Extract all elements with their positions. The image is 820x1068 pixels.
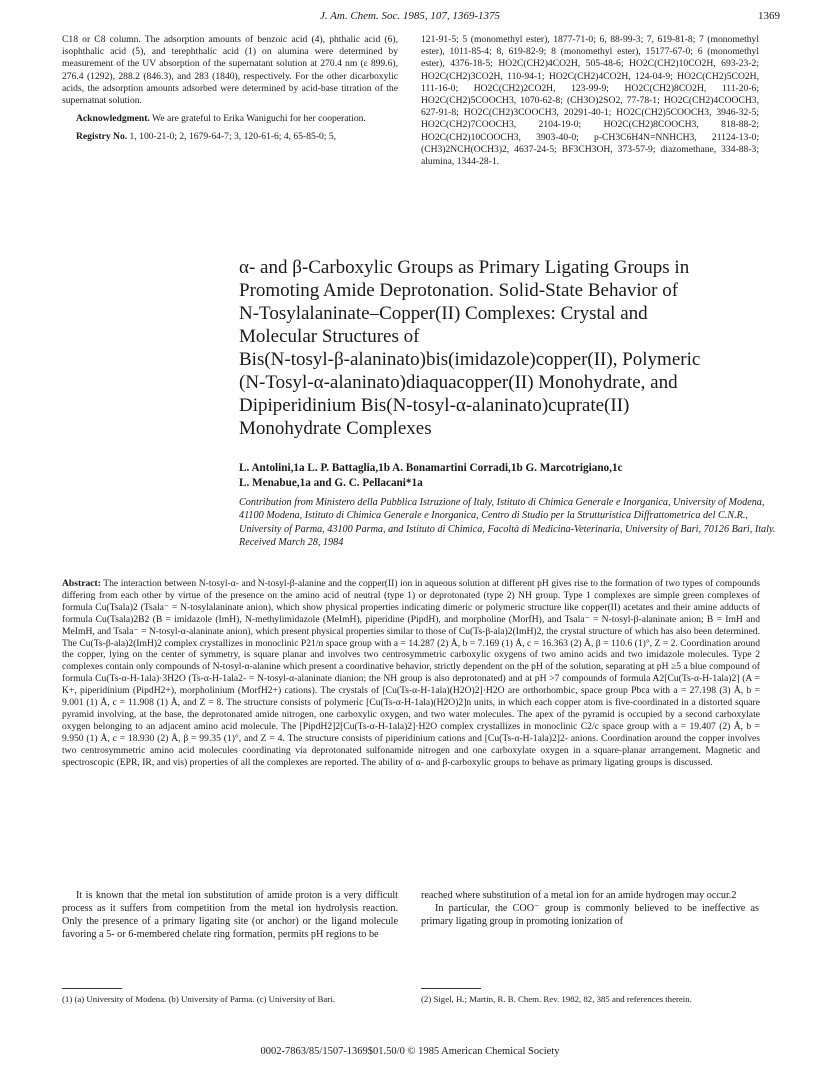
author-line: L. Antolini,1a L. P. Battaglia,1b A. Bonamartini Corradi,1b G. Marcotrigiano,1c (239, 462, 623, 474)
footnote-left: (1) (a) University of Modena. (b) University of Parma. (c) University of Bari. (62, 994, 335, 1004)
article-title (239, 256, 759, 440)
footnote-rule (62, 988, 122, 989)
affiliation: Contribution from Ministero della Pubblica Istruzione of Italy, Istituto di Chimica Generale e Inorganica, University of Modena, 41100 Modena, Istituto di Chimica Generale e Inorganica, Centro di Studio per la Strutturistica Diffrattometrica del C.N.R., University of Parma, 43100 Parma, and Istituto di Chimica, Facoltà di Medicina-Veterinaria, University of Bari, 70126 Bari, Italy. Received March 28, 1984 (239, 497, 776, 549)
footnote-right: (2) Sigel, H.; Martin, R. B. Chem. Rev. 1982, 82, 385 and references therein. (421, 994, 692, 1004)
title-line: Bis(N-tosyl-β-alaninato)bis(imidazole)copper(II), Polymeric (239, 349, 701, 370)
abstract-label: Abstract: (62, 578, 101, 589)
body-paragraph: It is known that the metal ion substitution of amide proton is a very difficult process as it suffers from competition from the metal ion hydrolysis reaction. Only the presence of a primary ligating site (or anchor) or the ligand molecule favoring a 5- or 6-membered chelate ring formation, permits pH regions to be (62, 890, 398, 940)
author-line: L. Menabue,1a and G. C. Pellacani*1a (239, 477, 423, 489)
registry-numbers (62, 131, 398, 143)
author-list (239, 461, 779, 491)
registry-label: Registry No. (76, 131, 128, 143)
title-line: α- and β-Carboxylic Groups as Primary Ligating Groups in (239, 257, 690, 278)
abstract (62, 578, 760, 769)
body-paragraph: In particular, the COO⁻ group is commonly believed to be ineffective as primary ligating group in promoting ionization of (421, 902, 759, 927)
page-footer: 0002-7863/85/1507-1369$01.50/0 © 1985 American Chemical Society (260, 1046, 560, 1057)
body-left-column (62, 890, 398, 942)
title-line: (N-Tosyl-α-alaninato)diaquacopper(II) Monohydrate, and (239, 372, 678, 393)
title-line: Dipiperidinium Bis(N-tosyl-α-alaninato)cuprate(II) (239, 395, 630, 416)
footnote-rule (421, 988, 481, 989)
title-line: Molecular Structures of (239, 326, 420, 347)
acknowledgment (62, 113, 398, 125)
title-line: Promoting Amide Deprotonation. Solid-State Behavior of (239, 280, 679, 301)
title-line: N-Tosylalaninate–Copper(II) Complexes: Crystal and (239, 303, 648, 324)
body-paragraph: reached where substitution of a metal ion for an amide hydrogen may occur.2 (421, 890, 737, 901)
previous-article-left-column (62, 34, 398, 144)
abstract-text: The interaction between N-tosyl-α- and N-tosyl-β-alanine and the copper(II) ion in aqueous solution at different pH gives rise to the formation of two types of compounds differing from each other by virtue of the presence on the amino acid of neutral (type 1) or deprotonated (type 2) NH group. Type 1 complexes are simple green complexes of formula Cu(Tsala)2 (Tsala⁻ = N-tosylalaninate anion), which show physical properties indicating dimeric or polymeric structure like copper(II) acetates and their amine adducts of formula Cu(Tsala)2B2 (B = imidazole (ImH), N-methylimidazole (MeImH), piperidine (PipdH), and morpholine (MorfH), and Tsala⁻ = N-tosyl-β-alaninate anion; B = ImH and MeImH, and Tsala⁻ = N-tosyl-α-alaninate anion), which present physical properties similar to those of Cu(Ts-β-ala)2(ImH)2, the crystal structure of which has also been determined. The Cu(Ts-β-ala)2(ImH)2 complex crystallizes in monoclinic P21/n space group with a = 14.287 (2) Å, b = 7.169 (1) Å, c = 16.363 (2) Å, β = 110.6 (1)°, Z = 2. Coordination around the copper, lying on the center of symmetry, is square planar and involves two centrosymmetric carboxylic oxygens of two amino acids and two imidazole molecules. Type 2 complexes contain only compounds of N-tosyl-α-alanine which present a coordinative behavior, strictly dependent on the pH of the solution, separating at pH ≥5 a blue compound of formula Cu(Ts-α-H-1ala)·3H2O (Ts-α-H-1ala2- = N-tosyl-α-alaninate dianion; the NH group is also deprotonated) and at pH >7 compounds of formula A2[Cu(Ts-α-H-1ala)2] (A = K+, piperidinium (PipdH2+), morpholinium (MorfH2+) cations). The crystals of [Cu(Ts-α-H-1ala)(H2O)2]·H2O are orthorhombic, space group Pbca with a = 27.198 (3) Å, b = 9.001 (1) Å, c = 11.908 (1) Å, and Z = 8. The structure consists of polymeric [Cu(Ts-α-H-1ala)(H2O)2]n units, in which each copper atom is five-coordinated in a distorted square pyramid involving, at the base, the deprotonated amide nitrogen, one carboxylic oxygen, and two water molecules. The apex of the pyramid is occupied by a second carboxylate oxygen belonging to an adjacent amino acid molecule. The [PipdH2]2[Cu(Ts-α-H-1ala)2]·H2O complex crystallizes in monoclinic C2/c space group with a = 19.407 (2) Å, b = 9.950 (1) Å, c = 18.930 (2) Å, β = 99.35 (1)°, and Z = 4. The structure consists of piperidinium cations and [Cu(Ts-α-H-1ala)2]2- anions. Coordination around the copper involves two centrosymmetric amino acid molecules coordinating via deprotonated sulfonamide nitrogen and one carboxylate oxygen in a square-planar arrangement. Magnetic and spectroscopic (EPR, IR, and vis) properties of all the complexes are reported. The ability of α- and β-carboxylic groups to behave as primary ligating groups is discussed. (62, 578, 760, 768)
registry-text: 1, 100-21-0; 2, 1679-64-7; 3, 120-61-6; 4, 65-85-0; 5, (127, 131, 337, 143)
previous-article-right-column (421, 34, 759, 168)
title-line: Monohydrate Complexes (239, 418, 432, 439)
acknowledgment-label: Acknowledgment. (76, 113, 150, 125)
running-header: J. Am. Chem. Soc. 1985, 107, 1369-1375 (319, 10, 501, 22)
registry-continued: 121-91-5; 5 (monomethyl ester), 1877-71-0; 6, 88-99-3; 7, 619-81-8; 7 (monomethyl ester), 1011-85-4; 8, 619-82-9; 8 (monomethyl ester), 15177-67-0; 6 (monomethyl ester), 4376-18-5; HO2C(CH2)4CO2H, 505-48-6; HO2C(CH2)10CO2H, 693-23-2; HO2C(CH2)3CO2H, 110-94-1; HO2C(CH2)4CO2H, 124-04-9; HO2C(CH2)5CO2H, 111-16-0; HO2C(CH2)2CO2H, 123-99-9; HO2C(CH2)8CO2H, 111-20-6; HO2C(CH2)5COOCH3, 1070-62-8; (CH3O)2SO2, 77-78-1; HO2C(CH2)4COOCH3, 627-91-8; HO2C(CH2)3COOCH3, 20291-40-1; HO2C(CH2)5COOCH3, 3946-32-5; HO2C(CH2)7COOCH3, 2104-19-0; HO2C(CH2)8COOCH3, 818-88-2; HO2C(CH2)10COOCH3, 3903-40-0; p-CH3C6H4N=NNHCH3, 21124-13-0; (CH3)2NCH(OCH3)2, 4637-24-5; BF3CH3OH, 373-57-9; diazomethane, 334-88-3; alumina, 1344-28-1. (421, 34, 759, 168)
experimental-paragraph: C18 or C8 column. The adsorption amounts of benzoic acid (4), phthalic acid (6), isophthalic acid (5), and terephthalic acid (1) on alumina were determined by measurement of the UV absorption of the supernatant solution at 270.4 nm (ε 899.6), 276.4 (1292), 288.2 (846.3), and 283 (1840), respectively. For the other dicarboxylic acids, the adsorption amounts adsorbed were determined by acid-base titration of the supernatnat solution. (62, 34, 398, 107)
body-right-column (421, 890, 759, 929)
page-number: 1369 (758, 10, 780, 22)
acknowledgment-text: We are grateful to Erika Waniguchi for her cooperation. (149, 113, 366, 125)
